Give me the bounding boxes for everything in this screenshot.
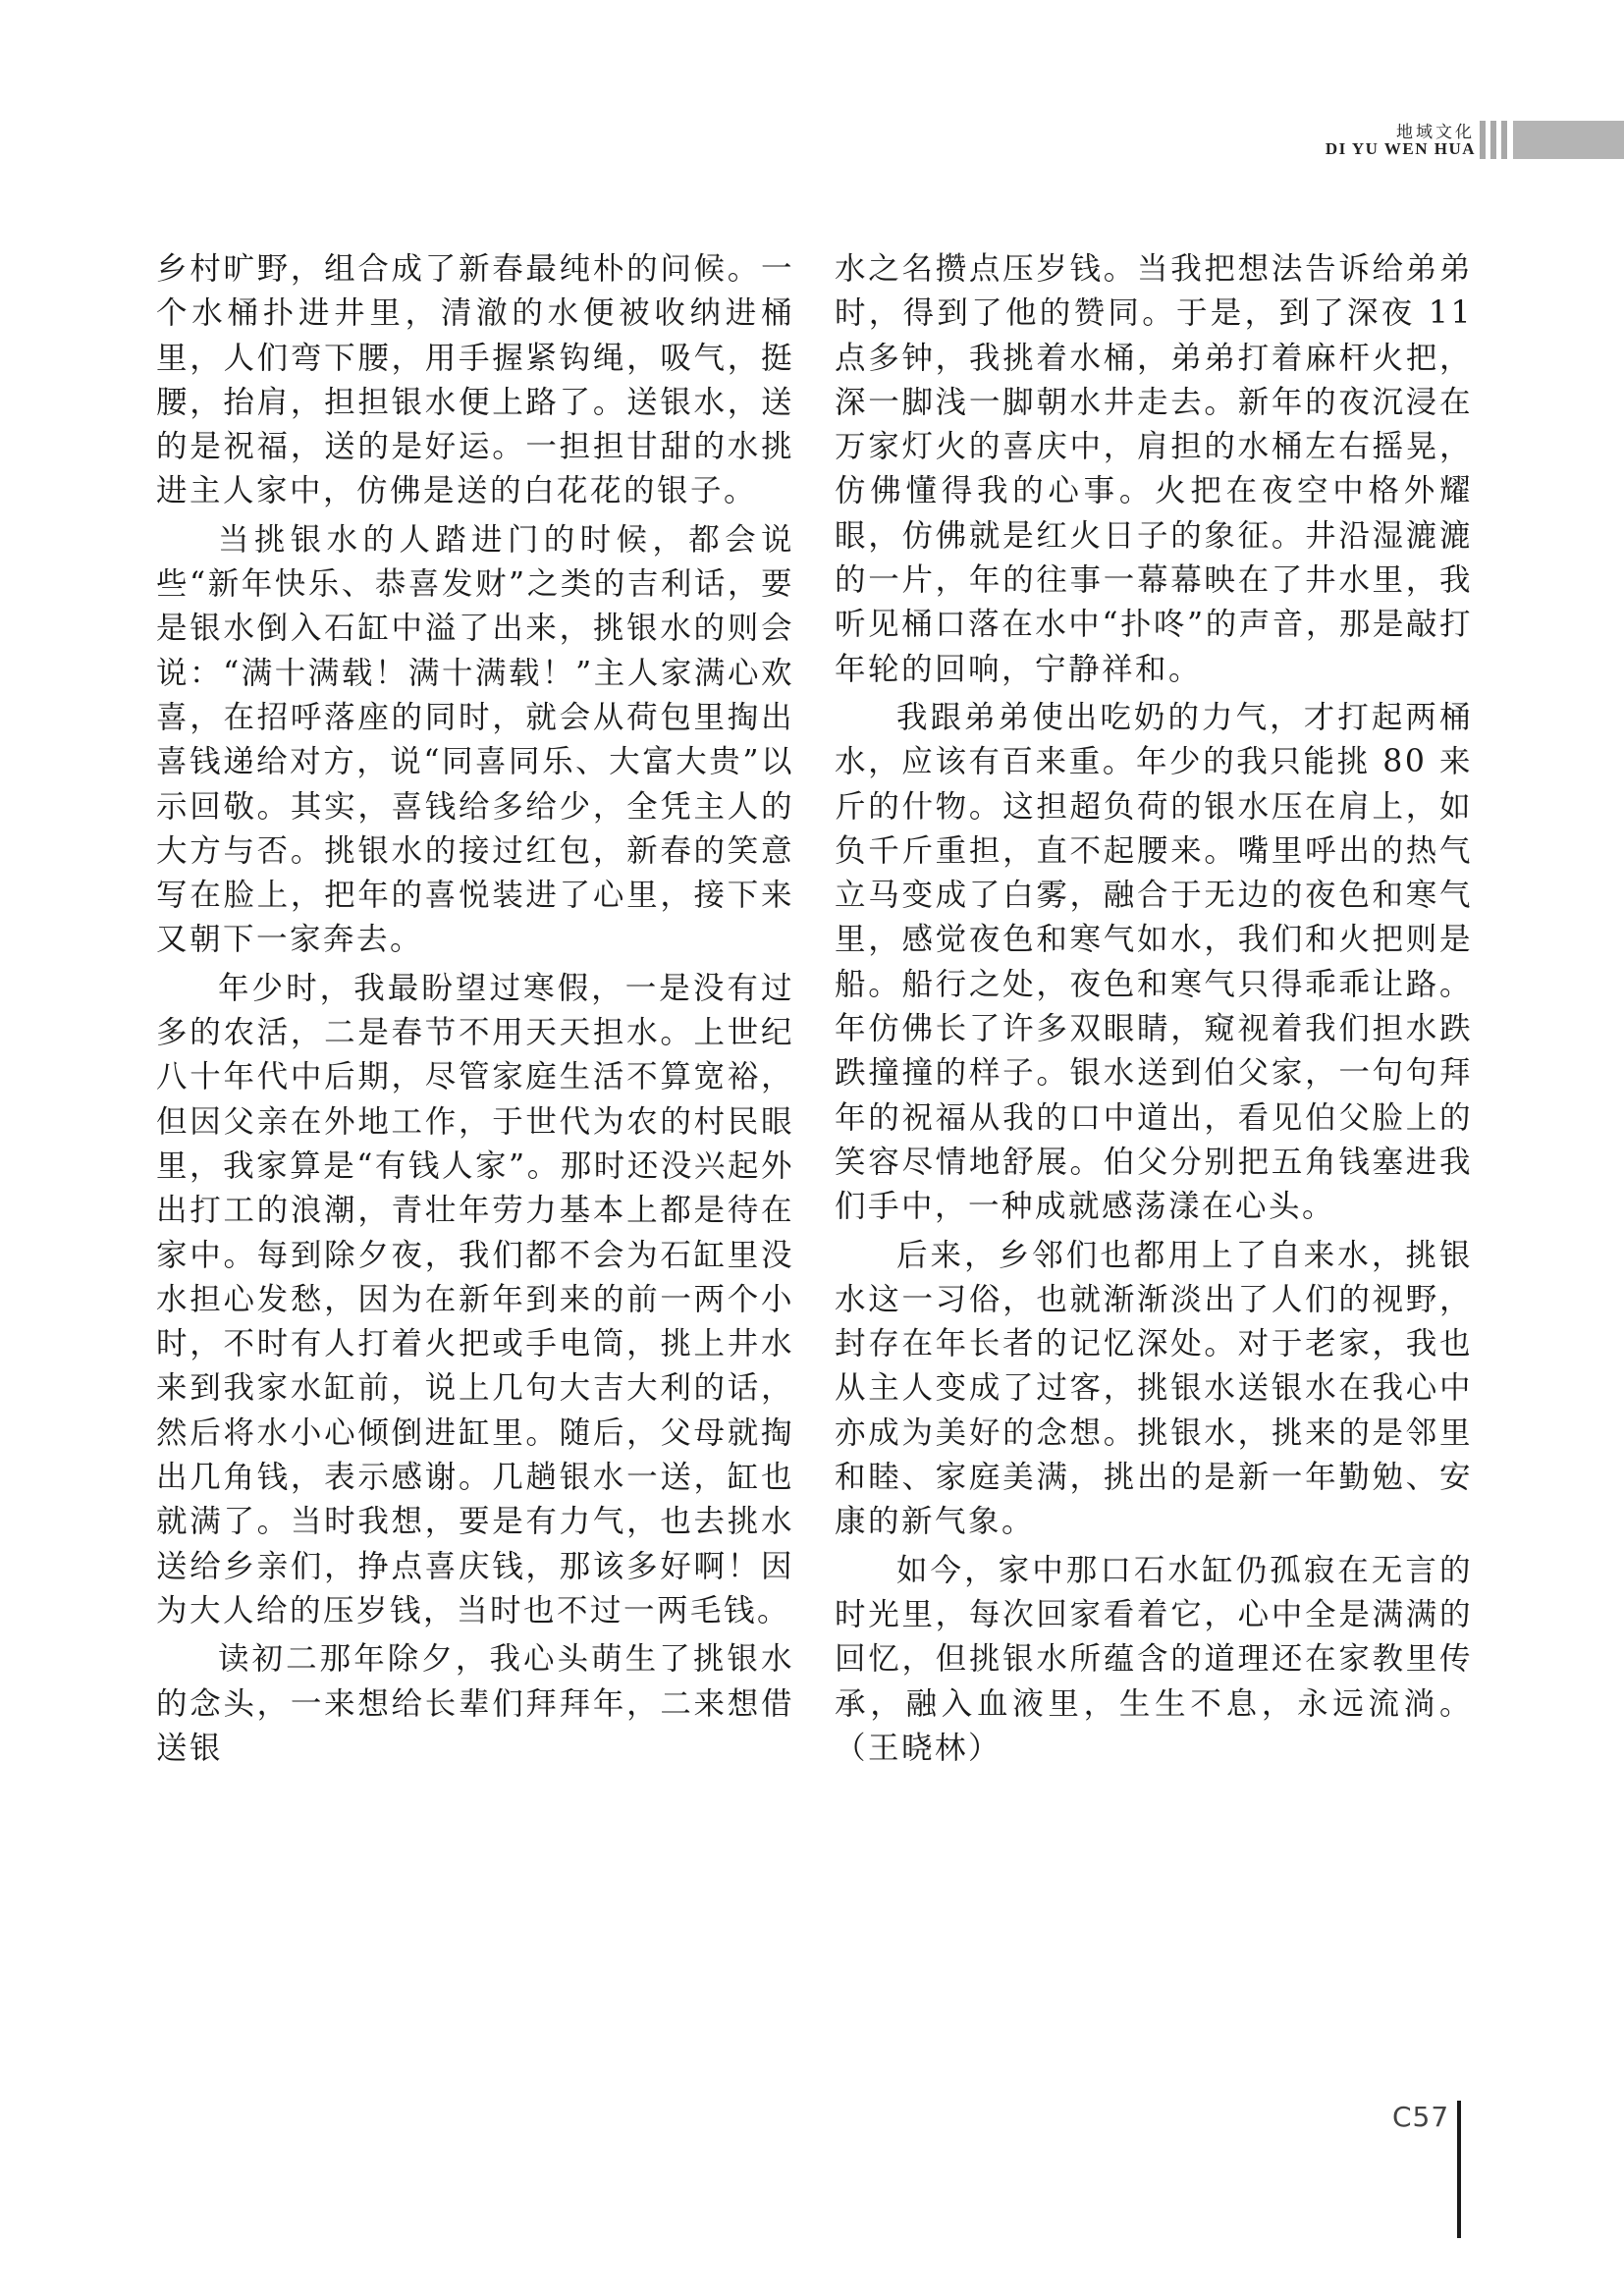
paragraph: 年少时，我最盼望过寒假，一是没有过多的农活，二是春节不用天天担水。上世纪八十年代中后期，尽管家庭生活不算宽裕，但因父亲在外地工作，于世代为农的村民眼里，我家算是“有钱人家”。那时还没兴起外出打工的浪潮，青壮年劳力基本上都是待在家中。每到除夕夜，我们都不会为石缸里没水担心发愁，因为在新年到来的前一两个小时，不时有人打着火把或手电筒，挑上井水来到我家水缸前，说上几句大吉大利的话，然后将水小心倾倒进缸里。随后，父母就掏出几角钱，表示感谢。几趟银水一送，缸也就满了。当时我想，要是有力气，也去挑水送给乡亲们，挣点喜庆钱，那该多好啊！因为大人给的压岁钱，当时也不过一两毛钱。 [156,970,794,1629]
page-number: C57 [1392,2101,1450,2133]
paragraph: 如今，家中那口石水缸仍孤寂在无言的时光里，每次回家看着它，心中全是满满的回忆，但挑银水所蕴含的道理还在家教里传承，融入血液里，生生不息，永远流淌。（王晓林） [835,1552,1473,1766]
paragraph: 读初二那年除夕，我心头萌生了挑银水的念头，一来想给长辈们拜拜年，二来想借送银 [156,1641,794,1766]
paragraph: 乡村旷野，组合成了新春最纯朴的问候。一个水桶扑进井里，清澈的水便被收纳进桶里，人们弯下腰，用手握紧钩绳，吸气，挺腰，抬肩，担担银水便上路了。送银水，送的是祝福，送的是好运。一担担甘甜的水挑进主人家中，仿佛是送的白花花的银子。 [156,251,794,509]
section-header [1212,116,1624,165]
article-column-left [156,247,794,1775]
paragraph: 水之名攒点压岁钱。当我把想法告诉给弟弟时，得到了他的赞同。于是，到了深夜 11 点多钟，我挑着水桶，弟弟打着麻杆火把，深一脚浅一脚朝水井走去。新年的夜沉浸在万家灯火的喜庆中，肩担的水桶左右摇晃，仿佛懂得我的心事。火把在夜空中格外耀眼，仿佛就是红火日子的象征。井沿湿漉漉的一片，年的往事一幕幕映在了井水里，我听见桶口落在水中“扑咚”的声音，那是敲打年轮的回响，宁静祥和。 [835,251,1473,687]
article-column-right [835,247,1473,1775]
footer-vertical-rule [1457,2101,1461,2238]
header-decoration-block [1513,121,1624,159]
paragraph: 我跟弟弟使出吃奶的力气，才打起两桶水，应该有百来重。年少的我只能挑 80 来斤的什物。这担超负荷的银水压在肩上，如负千斤重担，直不起腰来。嘴里呼出的热气立马变成了白雾，融合于无边的夜色和寒气里，感觉夜色和寒气如水，我们和火把则是船。船行之处，夜色和寒气只得乖乖让路。年仿佛长了许多双眼睛，窥视着我们担水跌跌撞撞的样子。银水送到伯父家，一句句拜年的祝福从我的口中道出，看见伯父脸上的笑容尽情地舒展。伯父分别把五角钱塞进我们手中，一种成就感荡漾在心头。 [835,699,1473,1225]
section-title-cn: 地域文化 [1396,123,1475,142]
section-title-en: DI YU WEN HUA [1325,139,1476,158]
paragraph: 后来，乡邻们也都用上了自来水，挑银水这一习俗，也就渐渐淡出了人们的视野，封存在年长者的记忆深处。对于老家，我也从主人变成了过客，挑银水送银水在我心中亦成为美好的念想。挑银水，挑来的是邻里和睦、家庭美满，挑出的是新一年勤勉、安康的新气象。 [835,1237,1473,1540]
paragraph: 当挑银水的人踏进门的时候，都会说些“新年快乐、恭喜发财”之类的吉利话，要是银水倒入石缸中溢了出来，挑银水的则会说：“满十满载！满十满载！”主人家满心欢喜，在招呼落座的同时，就会从荷包里掏出喜钱递给对方，说“同喜同乐、大富大贵”以示回敬。其实，喜钱给多给少，全凭主人的大方与否。挑银水的接过红包，新春的笑意写在脸上，把年的喜悦装进了心里，接下来又朝下一家奔去。 [156,521,794,958]
header-decoration-bars [1480,121,1507,159]
